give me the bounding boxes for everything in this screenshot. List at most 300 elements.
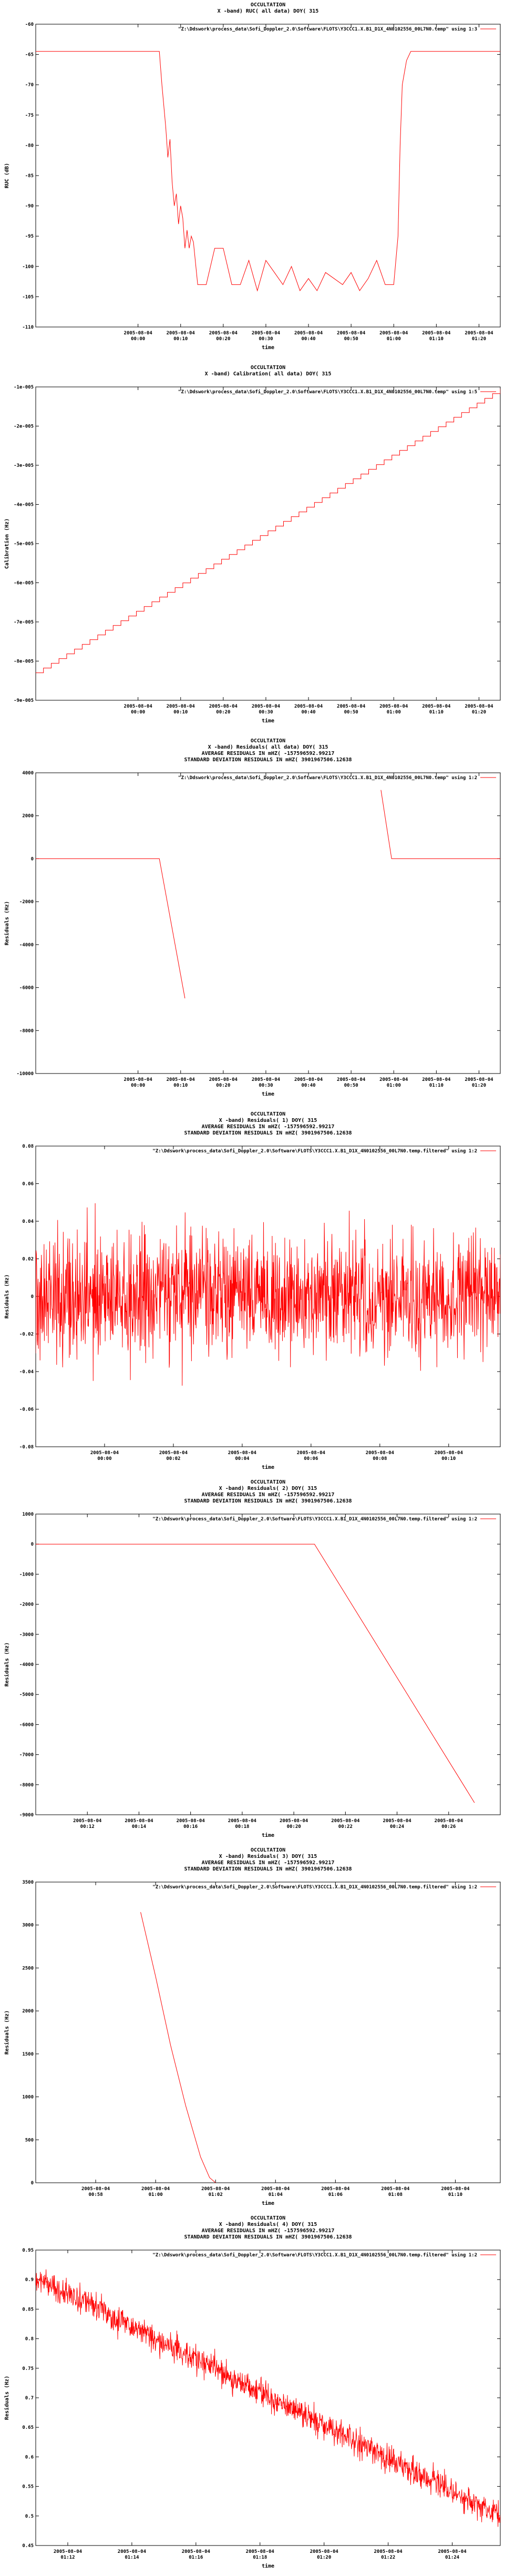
x-tick-label bbox=[465, 1077, 493, 1088]
x-tick-label bbox=[252, 1077, 281, 1088]
chart-panel-residuals-1 bbox=[0, 1109, 515, 1477]
chart-panel-residuals-2 bbox=[0, 1477, 515, 1845]
x-tick-label bbox=[294, 1077, 323, 1088]
x-tick-label bbox=[167, 1077, 195, 1088]
y-tick-label: -2000 bbox=[19, 1602, 34, 1608]
x-tick-label-line: 01:02 bbox=[208, 2192, 223, 2197]
x-tick-label-line: 00:00 bbox=[131, 710, 146, 715]
chart-panel-calibration bbox=[0, 363, 515, 731]
y-tick-label: 1000 bbox=[22, 2094, 34, 2100]
y-axis-label: Residuals (Hz) bbox=[4, 2375, 10, 2420]
y-tick-label: -7e-005 bbox=[14, 620, 34, 625]
chart-title-line: STANDARD DEVIATION RESIDUALS IN mHZ( 3901967506.12638 bbox=[184, 2234, 352, 2240]
x-tick-label-line: 2005-08-04 bbox=[228, 1450, 256, 1456]
x-tick-label bbox=[331, 1818, 360, 1829]
x-tick-label-line: 01:10 bbox=[429, 710, 444, 715]
x-tick-label-line: 2005-08-04 bbox=[201, 2186, 230, 2192]
x-tick-label bbox=[54, 2549, 83, 2560]
y-tick-label: 0 bbox=[30, 1542, 34, 1548]
x-tick-label-line: 2005-08-04 bbox=[176, 1818, 205, 1824]
y-tick-label: 2000 bbox=[22, 2009, 34, 2015]
chart-title-line: STANDARD DEVIATION RESIDUALS IN mHZ( 3901967506.12638 bbox=[184, 1866, 352, 1872]
x-tick-label-line: 2005-08-04 bbox=[141, 2186, 170, 2192]
x-tick-label-line: 00:10 bbox=[173, 336, 188, 342]
x-tick-label-line: 00:04 bbox=[235, 1456, 250, 1461]
x-tick-label-line: 01:10 bbox=[429, 1083, 444, 1088]
x-tick-label-line: 01:24 bbox=[445, 2555, 460, 2560]
x-tick-label-line: 00:02 bbox=[166, 1456, 181, 1461]
x-tick-label-line: 2005-08-04 bbox=[310, 2549, 338, 2554]
x-tick-label-line: 2005-08-04 bbox=[294, 1077, 323, 1082]
y-tick-label: -6e-005 bbox=[14, 580, 34, 586]
x-tick-label-line: 2005-08-04 bbox=[53, 2549, 83, 2554]
x-tick-label bbox=[252, 704, 281, 715]
x-tick-label bbox=[124, 331, 153, 342]
x-tick-label-line: 00:20 bbox=[216, 336, 231, 342]
y-tick-label: -0.08 bbox=[19, 1445, 34, 1450]
x-tick-label-line: 2005-08-04 bbox=[434, 1818, 463, 1824]
x-tick-label-line: 00:50 bbox=[344, 1083, 358, 1088]
y-tick-label: -110 bbox=[22, 325, 34, 330]
x-tick-label bbox=[297, 1450, 326, 1461]
x-tick-label-line: 00:40 bbox=[301, 336, 316, 342]
x-tick-label-line: 2005-08-04 bbox=[422, 704, 451, 709]
y-tick-label: -4000 bbox=[19, 1662, 34, 1668]
x-tick-label-line: 2005-08-04 bbox=[379, 704, 408, 709]
x-tick-label-line: 2005-08-04 bbox=[294, 331, 323, 336]
y-tick-label: -7000 bbox=[19, 1752, 34, 1758]
x-tick-label-line: 01:20 bbox=[471, 710, 486, 715]
x-tick-label-line: 2005-08-04 bbox=[331, 1818, 360, 1824]
x-tick-label bbox=[246, 2549, 275, 2560]
chart-title-line: OCCULTATION bbox=[250, 365, 286, 371]
y-tick-label: 0 bbox=[30, 856, 34, 862]
plot-frame bbox=[36, 773, 500, 1074]
chart-calibration bbox=[0, 363, 515, 731]
x-tick-label-line: 00:18 bbox=[235, 1824, 250, 1829]
x-tick-label bbox=[73, 1818, 102, 1829]
chart-title-line: AVERAGE RESIDUALS IN mHZ( -157596592.99217 bbox=[201, 1492, 335, 1498]
chart-title-line: X -band) Residuals( 4) DOY( 315 bbox=[219, 2222, 317, 2227]
x-tick-label-line: 2005-08-04 bbox=[381, 2186, 410, 2192]
series-segment bbox=[141, 1912, 216, 2183]
y-axis-label: Calibration (Hz) bbox=[4, 518, 10, 569]
x-tick-label-line: 01:10 bbox=[429, 336, 444, 342]
x-tick-label bbox=[228, 1450, 257, 1461]
x-tick-label-line: 2005-08-04 bbox=[209, 704, 238, 709]
y-axis-label: Residuals (Hz) bbox=[4, 2010, 10, 2055]
x-tick-label-line: 2005-08-04 bbox=[209, 1077, 238, 1082]
x-tick-label bbox=[294, 704, 323, 715]
x-tick-label-line: 2005-08-04 bbox=[337, 1077, 366, 1082]
x-tick-label bbox=[141, 2186, 170, 2197]
x-tick-label bbox=[381, 2186, 410, 2197]
x-tick-label-line: 00:12 bbox=[80, 1824, 95, 1829]
legend-label: "Z:\Ddswork\process_data\Sofi_Doppler_2.0\Software\FLOTS\Y3CCC1.X.B1_D1X_4N0102556_00L7N0.temp.filtered" using 1:2 bbox=[152, 1885, 477, 1890]
x-tick-label-line: 2005-08-04 bbox=[125, 1818, 153, 1824]
x-tick-label-line: 2005-08-04 bbox=[117, 2549, 146, 2554]
x-tick-label-line: 01:20 bbox=[471, 1083, 486, 1088]
x-tick-label-line: 01:04 bbox=[268, 2192, 283, 2197]
x-tick-label bbox=[118, 2549, 147, 2560]
x-tick-label bbox=[209, 704, 238, 715]
x-tick-label bbox=[366, 1450, 395, 1461]
x-tick-label-line: 01:22 bbox=[381, 2555, 396, 2560]
y-tick-label: 0.7 bbox=[25, 2396, 34, 2401]
legend-label: "Z:\Ddswork\process_data\Sofi_Doppler_2.0\Software\FLOTS\Y3CCC1.X.B1_D1X_4N0102556_00L7N0.temp.filtered" using 1:2 bbox=[152, 2253, 477, 2258]
x-tick-label-line: 00:14 bbox=[131, 1824, 146, 1829]
x-tick-label bbox=[280, 1818, 308, 1829]
chart-title-line: OCCULTATION bbox=[250, 1847, 286, 1853]
y-tick-label: -9000 bbox=[19, 1813, 34, 1818]
x-tick-label-line: 00:00 bbox=[131, 1083, 146, 1088]
x-tick-label-line: 2005-08-04 bbox=[251, 331, 281, 336]
x-tick-label bbox=[294, 331, 323, 342]
x-tick-label-line: 01:00 bbox=[386, 1083, 401, 1088]
x-tick-label-line: 00:30 bbox=[259, 1083, 273, 1088]
x-tick-label bbox=[337, 704, 366, 715]
y-tick-label: 0.45 bbox=[22, 2543, 34, 2549]
y-tick-label: 2000 bbox=[22, 813, 34, 819]
series-segment bbox=[381, 790, 500, 859]
chart-title-line: STANDARD DEVIATION RESIDUALS IN mHZ( 3901967506.12638 bbox=[184, 1130, 352, 1136]
chart-ruc bbox=[0, 0, 515, 357]
x-tick-label-line: 2005-08-04 bbox=[422, 331, 451, 336]
x-tick-label-line: 2005-08-04 bbox=[465, 704, 493, 709]
x-axis-label: time bbox=[261, 718, 275, 724]
y-tick-label: 3000 bbox=[22, 1923, 34, 1928]
x-tick-label bbox=[379, 1077, 408, 1088]
x-tick-label bbox=[438, 2549, 467, 2560]
x-tick-label-line: 2005-08-04 bbox=[90, 1450, 119, 1456]
x-tick-label-line: 2005-08-04 bbox=[379, 1077, 408, 1082]
series-line bbox=[36, 52, 500, 291]
y-tick-label: -6000 bbox=[19, 1722, 34, 1728]
legend-label: "Z:\Ddswork\process_data\Sofi_Doppler_2.0\Software\FLOTS\Y3CCC1.X.B1_D1X_4N0102556_00L7N0.temp" using 1:2 bbox=[178, 775, 477, 781]
plot-frame bbox=[36, 1882, 500, 2183]
x-tick-label bbox=[177, 1818, 205, 1829]
x-tick-label bbox=[159, 1450, 188, 1461]
x-tick-label bbox=[321, 2186, 350, 2197]
x-tick-label-line: 2005-08-04 bbox=[434, 1450, 463, 1456]
y-tick-label: 0.04 bbox=[22, 1219, 34, 1224]
y-tick-label: -80 bbox=[25, 143, 34, 149]
y-tick-label: 0.55 bbox=[22, 2484, 34, 2490]
series-segment bbox=[36, 858, 185, 998]
x-tick-label-line: 2005-08-04 bbox=[465, 331, 493, 336]
x-tick-label-line: 01:06 bbox=[328, 2192, 343, 2197]
y-tick-label: 0.02 bbox=[22, 1256, 34, 1262]
x-tick-label-line: 2005-08-04 bbox=[166, 331, 195, 336]
y-tick-label: 4000 bbox=[22, 771, 34, 776]
y-axis-label: Residuals (Hz) bbox=[4, 1274, 10, 1319]
chart-title-line: OCCULTATION bbox=[250, 2215, 286, 2221]
series-line bbox=[36, 389, 500, 673]
x-tick-label bbox=[81, 2186, 110, 2197]
x-tick-label-line: 2005-08-04 bbox=[321, 2186, 350, 2192]
y-tick-label: 1500 bbox=[22, 2051, 34, 2057]
x-tick-label bbox=[252, 331, 281, 342]
x-tick-label bbox=[379, 704, 408, 715]
y-tick-label: -65 bbox=[25, 52, 34, 58]
y-tick-label: 0.95 bbox=[22, 2248, 34, 2253]
y-tick-label: -85 bbox=[25, 173, 34, 179]
x-tick-label bbox=[422, 704, 451, 715]
x-tick-label-line: 00:22 bbox=[338, 1824, 353, 1829]
x-tick-label-line: 2005-08-04 bbox=[379, 331, 408, 336]
y-tick-label: 0.8 bbox=[25, 2336, 34, 2342]
y-axis-label: Residuals (Hz) bbox=[4, 1642, 10, 1687]
y-tick-label: -70 bbox=[25, 83, 34, 88]
series-segment bbox=[36, 1544, 475, 1803]
chart-residuals-all bbox=[0, 736, 515, 1104]
chart-title-line: X -band) Residuals( 2) DOY( 315 bbox=[219, 1486, 317, 1491]
x-tick-label-line: 00:20 bbox=[286, 1824, 301, 1829]
x-tick-label-line: 00:20 bbox=[216, 710, 231, 715]
x-tick-label bbox=[383, 1818, 411, 1829]
y-axis-label: Residuals (Hz) bbox=[4, 901, 10, 946]
x-tick-label-line: 2005-08-04 bbox=[465, 1077, 493, 1082]
y-tick-label: -5000 bbox=[19, 1692, 34, 1698]
x-tick-label bbox=[125, 1818, 153, 1829]
x-tick-label-line: 2005-08-04 bbox=[438, 2549, 467, 2554]
chart-title-line: X -band) Residuals( all data) DOY( 315 bbox=[208, 744, 328, 750]
x-tick-label-line: 2005-08-04 bbox=[181, 2549, 210, 2554]
x-tick-label bbox=[124, 1077, 153, 1088]
x-tick-label-line: 2005-08-04 bbox=[251, 1077, 281, 1082]
x-tick-label-line: 01:10 bbox=[448, 2192, 462, 2197]
y-tick-label: -2e-005 bbox=[14, 424, 34, 430]
chart-title-line: STANDARD DEVIATION RESIDUALS IN mHZ( 3901967506.12638 bbox=[184, 1498, 352, 1504]
x-tick-label-line: 00:06 bbox=[304, 1456, 318, 1461]
y-tick-label: -4000 bbox=[19, 942, 34, 948]
x-tick-label bbox=[182, 2549, 211, 2560]
y-tick-label: -9e-005 bbox=[14, 698, 34, 703]
x-tick-label-line: 00:40 bbox=[301, 710, 316, 715]
x-tick-label-line: 2005-08-04 bbox=[123, 1077, 152, 1082]
x-tick-label bbox=[209, 1077, 238, 1088]
x-tick-label-line: 00:20 bbox=[216, 1083, 231, 1088]
legend-label: "Z:\Ddswork\process_data\Sofi_Doppler_2.0\Software\FLOTS\Y3CCC1.X.B1_D1X_4N0102556_00L7N0.temp.filtered" using 1:2 bbox=[152, 1149, 477, 1154]
x-tick-label-line: 2005-08-04 bbox=[294, 704, 323, 709]
chart-title-line: AVERAGE RESIDUALS IN mHZ( -157596592.99217 bbox=[201, 1124, 335, 1130]
y-tick-label: 3500 bbox=[22, 1880, 34, 1885]
y-tick-label: 0.75 bbox=[22, 2366, 34, 2371]
chart-title-line: AVERAGE RESIDUALS IN mHZ( -157596592.99217 bbox=[201, 1860, 335, 1866]
chart-panel-residuals-all bbox=[0, 736, 515, 1104]
y-tick-label: 0.08 bbox=[22, 1144, 34, 1149]
series-noise-line bbox=[36, 1203, 500, 1386]
x-tick-label-line: 2005-08-04 bbox=[441, 2186, 470, 2192]
x-tick-label-line: 2005-08-04 bbox=[374, 2549, 403, 2554]
plot-frame bbox=[36, 1514, 500, 1815]
x-tick-label-line: 01:00 bbox=[386, 336, 401, 342]
chart-title-line: X -band) RUC( all data) DOY( 315 bbox=[217, 8, 319, 14]
x-tick-label-line: 2005-08-04 bbox=[228, 1818, 256, 1824]
x-tick-label-line: 00:24 bbox=[390, 1824, 405, 1829]
chart-title-line: OCCULTATION bbox=[250, 1111, 286, 1117]
y-tick-label: -1000 bbox=[19, 1572, 34, 1578]
x-axis-label: time bbox=[261, 2563, 275, 2569]
x-tick-label-line: 00:50 bbox=[344, 710, 358, 715]
y-tick-label: 0 bbox=[30, 1294, 34, 1300]
x-tick-label bbox=[90, 1450, 119, 1461]
chart-title-line: X -band) Residuals( 1) DOY( 315 bbox=[219, 1118, 317, 1123]
chart-title-line: OCCULTATION bbox=[250, 738, 286, 744]
x-tick-label bbox=[465, 331, 493, 342]
x-tick-label-line: 01:20 bbox=[317, 2555, 332, 2560]
x-tick-label-line: 01:12 bbox=[60, 2555, 75, 2560]
x-tick-label bbox=[167, 331, 195, 342]
x-tick-label bbox=[337, 331, 366, 342]
x-tick-label-line: 00:10 bbox=[441, 1456, 456, 1461]
y-tick-label: -95 bbox=[25, 234, 34, 240]
y-axis-label: RUC (dB) bbox=[4, 162, 10, 189]
y-tick-label: -10000 bbox=[16, 1071, 34, 1077]
x-tick-label-line: 00:10 bbox=[173, 1083, 188, 1088]
y-tick-label: 0.6 bbox=[25, 2455, 34, 2460]
y-tick-label: -3e-005 bbox=[14, 463, 34, 468]
chart-title-line: X -band) Residuals( 3) DOY( 315 bbox=[219, 1854, 317, 1859]
chart-title-line: OCCULTATION bbox=[250, 2, 286, 8]
x-tick-label bbox=[422, 1077, 451, 1088]
x-tick-label-line: 00:58 bbox=[88, 2192, 103, 2197]
y-tick-label: -8e-005 bbox=[14, 659, 34, 665]
x-tick-label-line: 01:00 bbox=[148, 2192, 163, 2197]
legend-label: "Z:\Ddswork\process_data\Sofi_Doppler_2.0\Software\FLOTS\Y3CCC1.X.B1_D1X_4N0102556_00L7N0.temp" using 1:5 bbox=[178, 390, 477, 395]
x-tick-label-line: 01:16 bbox=[189, 2555, 203, 2560]
x-tick-label-line: 2005-08-04 bbox=[245, 2549, 274, 2554]
y-tick-label: -3000 bbox=[19, 1632, 34, 1638]
x-tick-label-line: 2005-08-04 bbox=[296, 1450, 325, 1456]
x-tick-label-line: 00:40 bbox=[301, 1083, 316, 1088]
y-tick-label: 0 bbox=[30, 2181, 34, 2186]
x-tick-label bbox=[435, 1818, 464, 1829]
chart-residuals-1 bbox=[0, 1109, 515, 1477]
x-tick-label-line: 00:30 bbox=[259, 710, 273, 715]
x-tick-label-line: 2005-08-04 bbox=[383, 1818, 411, 1824]
y-tick-label: -90 bbox=[25, 203, 34, 209]
x-tick-label bbox=[337, 1077, 366, 1088]
x-tick-label-line: 2005-08-04 bbox=[209, 331, 238, 336]
x-axis-label: time bbox=[261, 1091, 275, 1097]
legend-label: "Z:\Ddswork\process_data\Sofi_Doppler_2.0\Software\FLOTS\Y3CCC1.X.B1_D1X_4N0102556_00L7N0.temp" using 1:3 bbox=[178, 27, 477, 32]
x-tick-label-line: 2005-08-04 bbox=[422, 1077, 451, 1082]
y-tick-label: 1000 bbox=[22, 1512, 34, 1517]
chart-title-line: X -band) Calibration( all data) DOY( 315 bbox=[204, 371, 332, 377]
plot-frame bbox=[36, 24, 500, 327]
y-tick-label: -105 bbox=[22, 294, 34, 300]
x-tick-label-line: 2005-08-04 bbox=[73, 1818, 102, 1824]
y-tick-label: 0.65 bbox=[22, 2425, 34, 2431]
y-tick-label: -8000 bbox=[19, 1782, 34, 1788]
x-tick-label bbox=[441, 2186, 470, 2197]
y-tick-label: -60 bbox=[25, 22, 34, 27]
x-tick-label bbox=[167, 704, 195, 715]
y-tick-label: -5e-005 bbox=[14, 541, 34, 547]
x-tick-label bbox=[435, 1450, 464, 1461]
x-tick-label-line: 2005-08-04 bbox=[365, 1450, 394, 1456]
y-tick-label: 0.06 bbox=[22, 1181, 34, 1187]
x-axis-label: time bbox=[261, 1833, 275, 1838]
y-tick-label: -1e-005 bbox=[14, 385, 34, 390]
y-tick-label: -6000 bbox=[19, 985, 34, 991]
x-tick-label bbox=[201, 2186, 230, 2197]
x-tick-label-line: 00:00 bbox=[131, 336, 146, 342]
y-tick-label: -8000 bbox=[19, 1028, 34, 1034]
y-tick-label: -4e-005 bbox=[14, 502, 34, 508]
x-tick-label-line: 00:50 bbox=[344, 336, 358, 342]
chart-residuals-4 bbox=[0, 2213, 515, 2576]
x-tick-label bbox=[422, 331, 451, 342]
x-tick-label-line: 2005-08-04 bbox=[123, 331, 152, 336]
x-tick-label bbox=[310, 2549, 339, 2560]
x-tick-label-line: 2005-08-04 bbox=[261, 2186, 290, 2192]
x-tick-label-line: 2005-08-04 bbox=[159, 1450, 188, 1456]
x-tick-label-line: 01:18 bbox=[253, 2555, 267, 2560]
y-tick-label: -75 bbox=[25, 113, 34, 118]
x-tick-label-line: 01:20 bbox=[471, 336, 486, 342]
y-tick-label: -0.06 bbox=[19, 1407, 34, 1413]
x-tick-label-line: 2005-08-04 bbox=[81, 2186, 110, 2192]
y-tick-label: 2500 bbox=[22, 1966, 34, 1971]
x-tick-label-line: 01:14 bbox=[125, 2555, 139, 2560]
x-tick-label-line: 2005-08-04 bbox=[337, 331, 366, 336]
x-tick-label-line: 00:30 bbox=[259, 336, 273, 342]
chart-panel-ruc bbox=[0, 0, 515, 357]
series-noise-line bbox=[36, 2270, 500, 2527]
x-tick-label bbox=[261, 2186, 290, 2197]
chart-title-line: AVERAGE RESIDUALS IN mHZ( -157596592.99217 bbox=[201, 751, 335, 757]
y-tick-label: 0.5 bbox=[25, 2513, 34, 2519]
x-tick-label-line: 2005-08-04 bbox=[166, 704, 195, 709]
x-tick-label-line: 00:00 bbox=[97, 1456, 112, 1461]
x-tick-label-line: 00:26 bbox=[441, 1824, 456, 1829]
x-axis-label: time bbox=[261, 2201, 275, 2206]
x-tick-label bbox=[124, 704, 153, 715]
y-tick-label: 500 bbox=[25, 2138, 34, 2143]
x-tick-label-line: 01:08 bbox=[388, 2192, 403, 2197]
x-tick-label-line: 00:08 bbox=[373, 1456, 387, 1461]
x-tick-label-line: 2005-08-04 bbox=[166, 1077, 195, 1082]
y-tick-label: -0.04 bbox=[19, 1369, 34, 1375]
x-tick-label bbox=[379, 331, 408, 342]
x-axis-label: time bbox=[261, 345, 275, 351]
x-tick-label bbox=[209, 331, 238, 342]
x-tick-label-line: 2005-08-04 bbox=[337, 704, 366, 709]
x-tick-label bbox=[374, 2549, 403, 2560]
chart-residuals-2 bbox=[0, 1477, 515, 1845]
x-tick-label-line: 00:10 bbox=[173, 710, 188, 715]
x-tick-label-line: 00:16 bbox=[183, 1824, 198, 1829]
x-tick-label bbox=[228, 1818, 257, 1829]
x-axis-label: time bbox=[261, 1465, 275, 1470]
x-tick-label-line: 01:00 bbox=[386, 710, 401, 715]
y-tick-label: -0.02 bbox=[19, 1332, 34, 1337]
chart-residuals-3 bbox=[0, 1845, 515, 2213]
y-tick-label: 0.9 bbox=[25, 2277, 34, 2283]
chart-title-line: OCCULTATION bbox=[250, 1479, 286, 1485]
chart-title-line: STANDARD DEVIATION RESIDUALS IN mHZ( 3901967506.12638 bbox=[184, 757, 352, 763]
x-tick-label-line: 2005-08-04 bbox=[251, 704, 281, 709]
x-tick-label-line: 2005-08-04 bbox=[280, 1818, 308, 1824]
chart-panel-residuals-4 bbox=[0, 2213, 515, 2576]
y-tick-label: -100 bbox=[22, 264, 34, 270]
chart-panel-residuals-3 bbox=[0, 1845, 515, 2213]
y-tick-label: -2000 bbox=[19, 899, 34, 905]
legend-label: "Z:\Ddswork\process_data\Sofi_Doppler_2.0\Software\FLOTS\Y3CCC1.X.B1_D1X_4N0102556_00L7N0.temp.filtered" using 1:2 bbox=[152, 1517, 477, 1522]
x-tick-label-line: 2005-08-04 bbox=[123, 704, 152, 709]
